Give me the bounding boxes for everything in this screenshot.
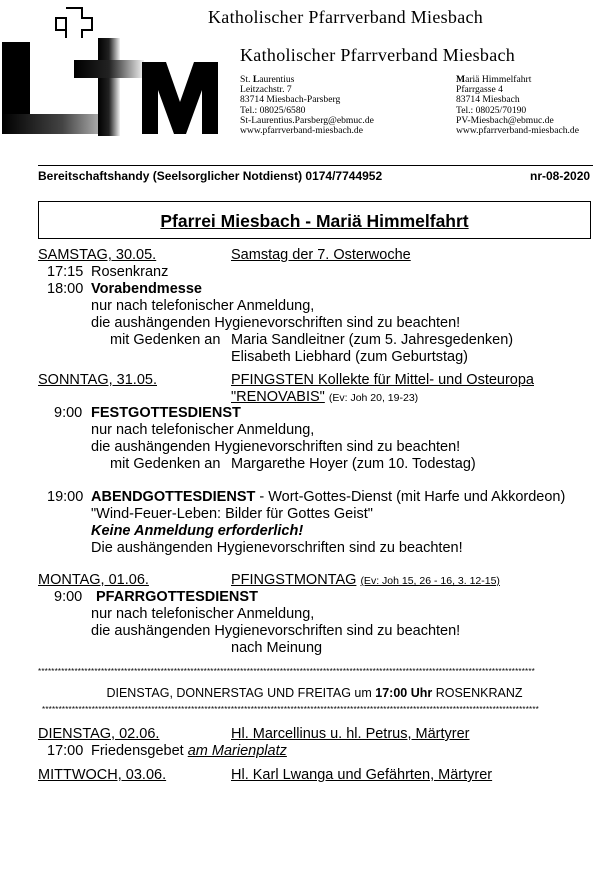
event-note: die aushängenden Hygienevorschriften sind zu beachten! bbox=[91, 623, 461, 639]
separator-stars: ****************************************************************************************************************************************************** bbox=[38, 667, 535, 676]
cross-outline-icon bbox=[56, 8, 92, 38]
no-registration-note: Keine Anmeldung erforderlich! bbox=[91, 523, 304, 539]
logo-letter-l bbox=[2, 42, 112, 134]
collection-name: "RENOVABIS" bbox=[231, 389, 325, 405]
event-title: PFARRGOTTESDIENST bbox=[96, 589, 258, 605]
event-description: - Wort-Gottes-Dienst (mit Harfe und Akkordeon) bbox=[255, 489, 566, 505]
event-note: die aushängenden Hygienevorschriften sind zu beachten! bbox=[91, 315, 461, 331]
event-note: die aushängenden Hygienevorschriften sind zu beachten! bbox=[91, 439, 461, 455]
intention-note: nach Meinung bbox=[231, 640, 323, 656]
event-subtitle: "Wind-Feuer-Leben: Bilder für Gottes Geist" bbox=[91, 506, 373, 522]
memorial-name: Margarethe Hoyer (zum 10. Todestag) bbox=[231, 456, 476, 472]
header-divider bbox=[38, 165, 593, 166]
day-date: SONNTAG, 31.05. bbox=[38, 372, 157, 388]
event-title: Rosenkranz bbox=[91, 264, 169, 280]
liturgical-day-line bbox=[231, 572, 500, 590]
liturgical-day: Hl. Marcellinus u. hl. Petrus, Märtyrer bbox=[231, 726, 470, 742]
gospel-reading: (Ev: Joh 20, 19-23) bbox=[328, 392, 419, 404]
org-name-top: Katholischer Pfarrverband Miesbach bbox=[208, 7, 484, 27]
address-line: Pfarrgasse 4 bbox=[456, 84, 503, 96]
event-note: nur nach telefonischer Anmeldung, bbox=[91, 422, 315, 438]
event-note: Die aushängenden Hygienevorschriften sind zu beachten! bbox=[91, 540, 463, 556]
event-title: ABENDGOTTESDIENST bbox=[91, 489, 256, 505]
parish-title: Pfarrei Miesbach - Mariä Himmelfahrt bbox=[160, 211, 469, 231]
liturgical-day-cont bbox=[231, 389, 418, 407]
issue-number: nr-08-2020 bbox=[530, 169, 591, 183]
event-note: nur nach telefonischer Anmeldung, bbox=[91, 606, 315, 622]
address-maria-himmelfahrt bbox=[456, 75, 579, 136]
day-date: MITTWOCH, 03.06. bbox=[38, 767, 167, 783]
event-time: 9:00 bbox=[54, 589, 83, 605]
address-line: 83714 Miesbach-Parsberg bbox=[240, 94, 341, 106]
separator-stars: ****************************************************************************************************************************************************** bbox=[42, 705, 539, 714]
address-line: 83714 Miesbach bbox=[456, 94, 520, 106]
event-time: 18:00 bbox=[47, 281, 84, 297]
liturgical-day: Hl. Karl Lwanga und Gefährten, Märtyrer bbox=[231, 767, 493, 783]
gospel-reading: (Ev: Joh 15, 26 - 16, 3. 12-15) bbox=[360, 575, 500, 587]
liturgical-day: Samstag der 7. Osterwoche bbox=[231, 247, 411, 263]
phone-line: Tel.: 08025/6580 bbox=[240, 104, 306, 116]
day-date: SAMSTAG, 30.05. bbox=[38, 247, 157, 263]
memorial-label: mit Gedenken an bbox=[110, 456, 221, 472]
event-time: 17:00 bbox=[47, 743, 84, 759]
parish-name-st-laurentius: St. Laurentius bbox=[240, 74, 295, 85]
website-line: www.pfarrverband-miesbach.de bbox=[456, 125, 579, 137]
logo bbox=[2, 6, 220, 140]
event-time: 19:00 bbox=[47, 489, 84, 505]
address-line: Leitzachstr. 7 bbox=[240, 84, 292, 96]
event-title: Vorabendmesse bbox=[91, 281, 202, 297]
memorial-label: mit Gedenken an bbox=[110, 332, 221, 348]
event-title: FESTGOTTESDIENST bbox=[91, 405, 241, 421]
email-line: PV-Miesbach@ebmuc.de bbox=[456, 114, 554, 126]
event-title: Friedensgebet bbox=[91, 743, 184, 759]
event-time: 17:15 bbox=[47, 264, 84, 280]
memorial-name: Maria Sandleitner (zum 5. Jahresgedenken) bbox=[231, 332, 514, 348]
event-location: am Marienplatz bbox=[187, 743, 287, 759]
event-note: nur nach telefonischer Anmeldung, bbox=[91, 298, 315, 314]
event-line bbox=[91, 743, 287, 760]
event-title-line bbox=[91, 489, 565, 506]
liturgical-day: PFINGSTMONTAG bbox=[231, 572, 357, 588]
event-time: 9:00 bbox=[54, 405, 83, 421]
email-line: St-Laurentius.Parsberg@ebmuc.de bbox=[240, 114, 374, 126]
liturgical-day: PFINGSTEN Kollekte für Mittel- und Osteuropa bbox=[231, 372, 534, 388]
parish-name-maria-himmelfahrt: Mariä Himmelfahrt bbox=[456, 74, 532, 85]
phone-line: Tel.: 08025/70190 bbox=[456, 104, 527, 116]
memorial-name: Elisabeth Liebhard (zum Geburtstag) bbox=[231, 349, 468, 365]
address-st-laurentius bbox=[240, 75, 374, 136]
logo-letter-m bbox=[142, 62, 218, 134]
rosary-notice: DIENSTAG, DONNERSTAG UND FREITAG um 17:00 Uhr ROSENKRANZ bbox=[106, 686, 523, 700]
day-date: MONTAG, 01.06. bbox=[38, 572, 149, 588]
day-date: DIENSTAG, 02.06. bbox=[38, 726, 160, 742]
website-line: www.pfarrverband-miesbach.de bbox=[240, 125, 363, 137]
org-name-main: Katholischer Pfarrverband Miesbach bbox=[240, 45, 516, 65]
emergency-hotline: Bereitschaftshandy (Seelsorglicher Notdienst) 0174/7744952 bbox=[38, 169, 383, 183]
